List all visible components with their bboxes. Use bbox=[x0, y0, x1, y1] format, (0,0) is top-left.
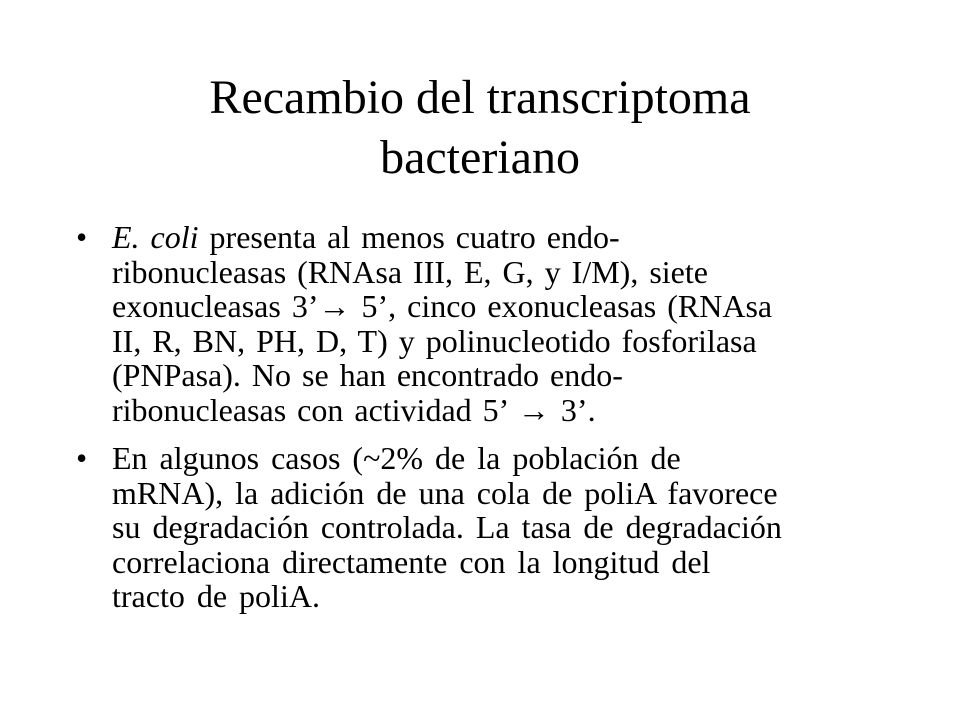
slide-title bbox=[80, 68, 880, 188]
bullet-item-rnases bbox=[76, 220, 896, 427]
slide-title-line-1: Recambio del transcriptoma bbox=[209, 71, 751, 124]
bullet-2-line-2: mRNA), la adición de una cola de poliA favorece bbox=[112, 474, 778, 511]
bullet-2-line-4: correlaciona directamente con la longitud del bbox=[112, 543, 711, 580]
bullet-list bbox=[76, 220, 896, 628]
bullet-marker: • bbox=[76, 440, 88, 476]
bullet-marker: • bbox=[76, 219, 88, 255]
bullet-1-line-6: ribonucleasas con actividad 5’ → 3’. bbox=[112, 391, 596, 428]
bullet-2-line-3: su degradación controlada. La tasa de degradación bbox=[112, 509, 782, 545]
bullet-1-line-1 bbox=[112, 220, 896, 255]
bullet-2-line-1: En algunos casos (~2% de la población de bbox=[112, 440, 681, 476]
species-name: E. coli bbox=[112, 219, 199, 255]
bullet-1-line-2: ribonucleasas (RNAsa III, E, G, y I/M), siete bbox=[112, 253, 708, 290]
bullet-item-polya bbox=[76, 441, 896, 614]
bullet-1-line-3: exonucleasas 3’→ 5’, cinco exonucleasas (RNAsa bbox=[112, 288, 773, 324]
bullet-1-line-5: (PNPasa). No se han encontrado endo- bbox=[112, 357, 623, 393]
bullet-1-line-1-text: presenta al menos cuatro endo- bbox=[198, 219, 620, 255]
bullet-2-line-5: tracto de poliA. bbox=[112, 578, 320, 614]
slide-title-line-2: bacteriano bbox=[380, 131, 580, 184]
bullet-1-line-4: II, R, BN, PH, D, T) y polinucleotido fosforilasa bbox=[112, 322, 757, 359]
